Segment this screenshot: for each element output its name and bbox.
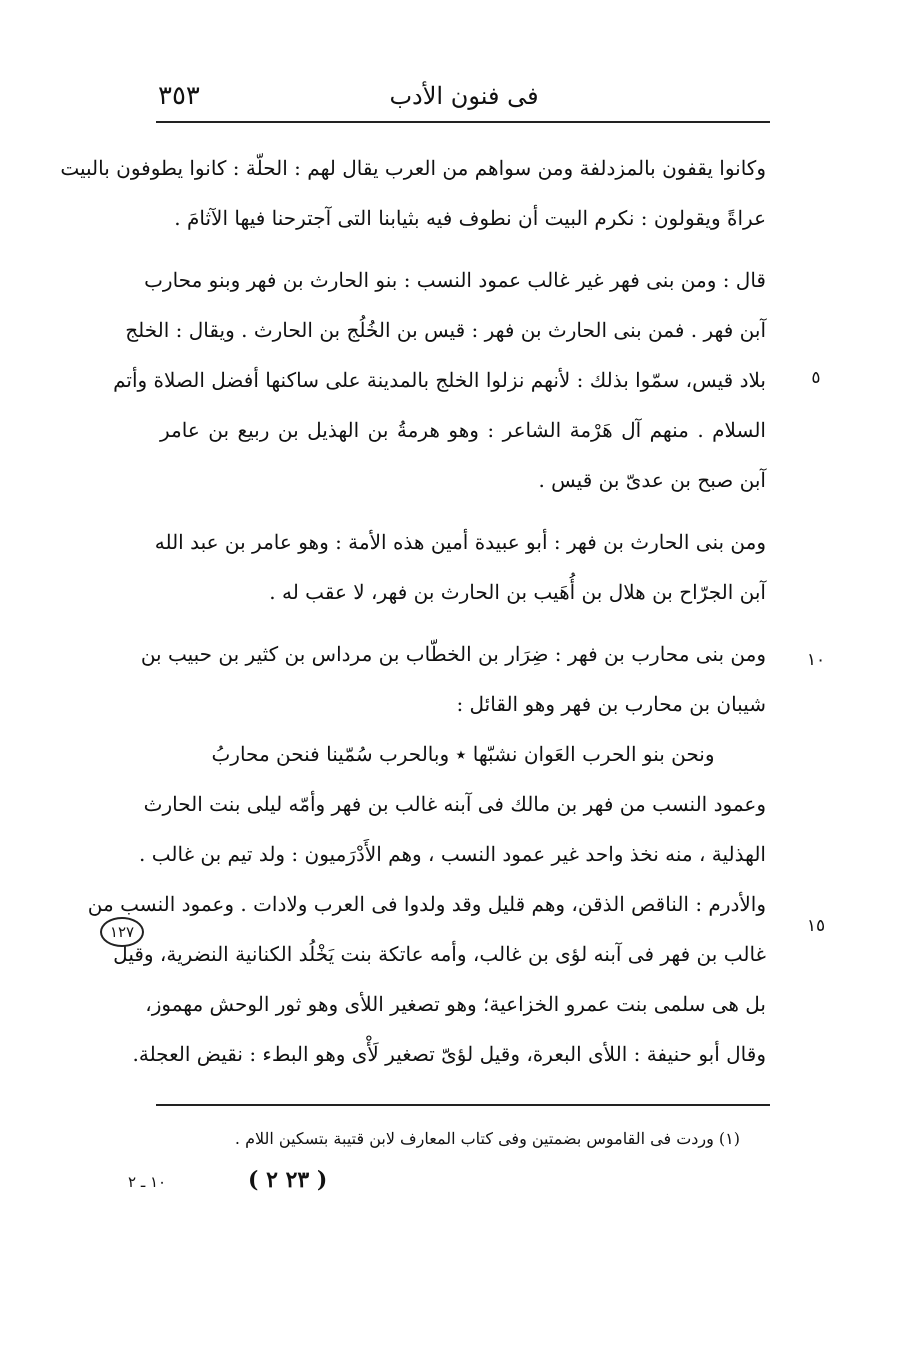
text-line: الهذلية ، منه نخذ واحد غير عمود النسب ، وهم الأَدْرَميون : ولد تيم بن غالب . [139, 842, 766, 866]
page-number: ٣٥٣ [158, 81, 200, 111]
page-header [158, 78, 770, 118]
text-line: آبن الجرّاح بن هلال بن أُهَيب بن الحارث بن فهر، لا عقب له . [269, 580, 766, 604]
line-number: ١٥ [806, 916, 826, 936]
text-line: والأدرم : الناقص الذقن، وهم قليل وقد ولدوا فى العرب ولادات . وعمود النسب من [87, 892, 766, 916]
margin-reference: ١٢٧ [100, 917, 144, 947]
text-line: آبن فهر . فمن بنى الحارث بن فهر : قيس بن الخُلُج بن الحارث . ويقال : الخلج [125, 318, 766, 342]
text-line: بلاد قيس، سمّوا بذلك : لأنهم نزلوا الخلج بالمدينة على ساكنها أفضل الصلاة وأتم [113, 368, 766, 392]
text-line: عراةً ويقولون : نكرم البيت أن نطوف فيه بثيابنا التى آجترحنا فيها الآثامَ . [174, 206, 766, 230]
text-line: ومن بنى الحارث بن فهر : أبو عبيدة أمين هذه الأمة : وهو عامر بن عبد الله [154, 530, 766, 554]
text-line: قال : ومن بنى فهر غير غالب عمود النسب : بنو الحارث بن فهر وبنو محارب [144, 268, 766, 292]
paragraph [113, 255, 766, 505]
signature-mark: ( ٢٣ ٢ ) [248, 1167, 328, 1193]
footnote: (١) وردت فى القاموس بضمتين وفى كتاب المعارف لابن قتيبة بتسكين اللام . [234, 1129, 740, 1148]
text-line: وقال أبو حنيفة : اللأى البعرة، وقيل لؤىّ تصغير لَأْى وهو البطء : نقيض العجلة. [132, 1042, 766, 1066]
text-line: وعمود النسب من فهر بن مالك فى آبنه غالب بن فهر وأمّه ليلى بنت الحارث [143, 792, 766, 816]
text-line: غالب بن فهر فى آبنه لؤى بن غالب، وأمه عاتكة بنت يَخْلُد الكنانية النضرية، وقيل [113, 942, 766, 966]
paragraph [140, 629, 766, 729]
header-rule [156, 121, 770, 123]
text-line: بل هى سلمى بنت عمرو الخزاعية؛ وهو تصغير اللأى وهو ثور الوحش مهموز، [145, 992, 766, 1016]
text-line: ومن بنى محارب بن فهر : ضِرَار بن الخطّاب بن مرداس بن كثير بن حبيب بن [140, 642, 766, 666]
line-number: ١٠ [806, 650, 826, 670]
text-line: شيبان بن محارب بن فهر وهو القائل : [456, 692, 766, 716]
paragraph [154, 517, 766, 617]
signature-code: ١٠ ـ ٢ [128, 1173, 167, 1191]
text-line: السلام . منهم آل هَرْمة الشاعر : وهو هرمةُ بن الهذيل بن ربيع بن عامر [160, 418, 766, 442]
footnote-rule [156, 1104, 770, 1106]
line-number: ٥ [811, 368, 821, 388]
verse [160, 729, 766, 779]
verse-line: ونحن بنو الحرب العَوان نشبّها ٭ وبالحرب سُمّينا فنحن محاربُ [211, 742, 715, 766]
running-title: فى فنون الأدب [389, 82, 539, 110]
text-line: آبن صبح بن عدىّ بن قيس . [538, 468, 766, 492]
text-line: وكانوا يقفون بالمزدلفة ومن سواهم من العرب يقال لهم : الحلّة : كانوا يطوفون بالبيت [60, 156, 766, 180]
paragraph [60, 143, 766, 243]
